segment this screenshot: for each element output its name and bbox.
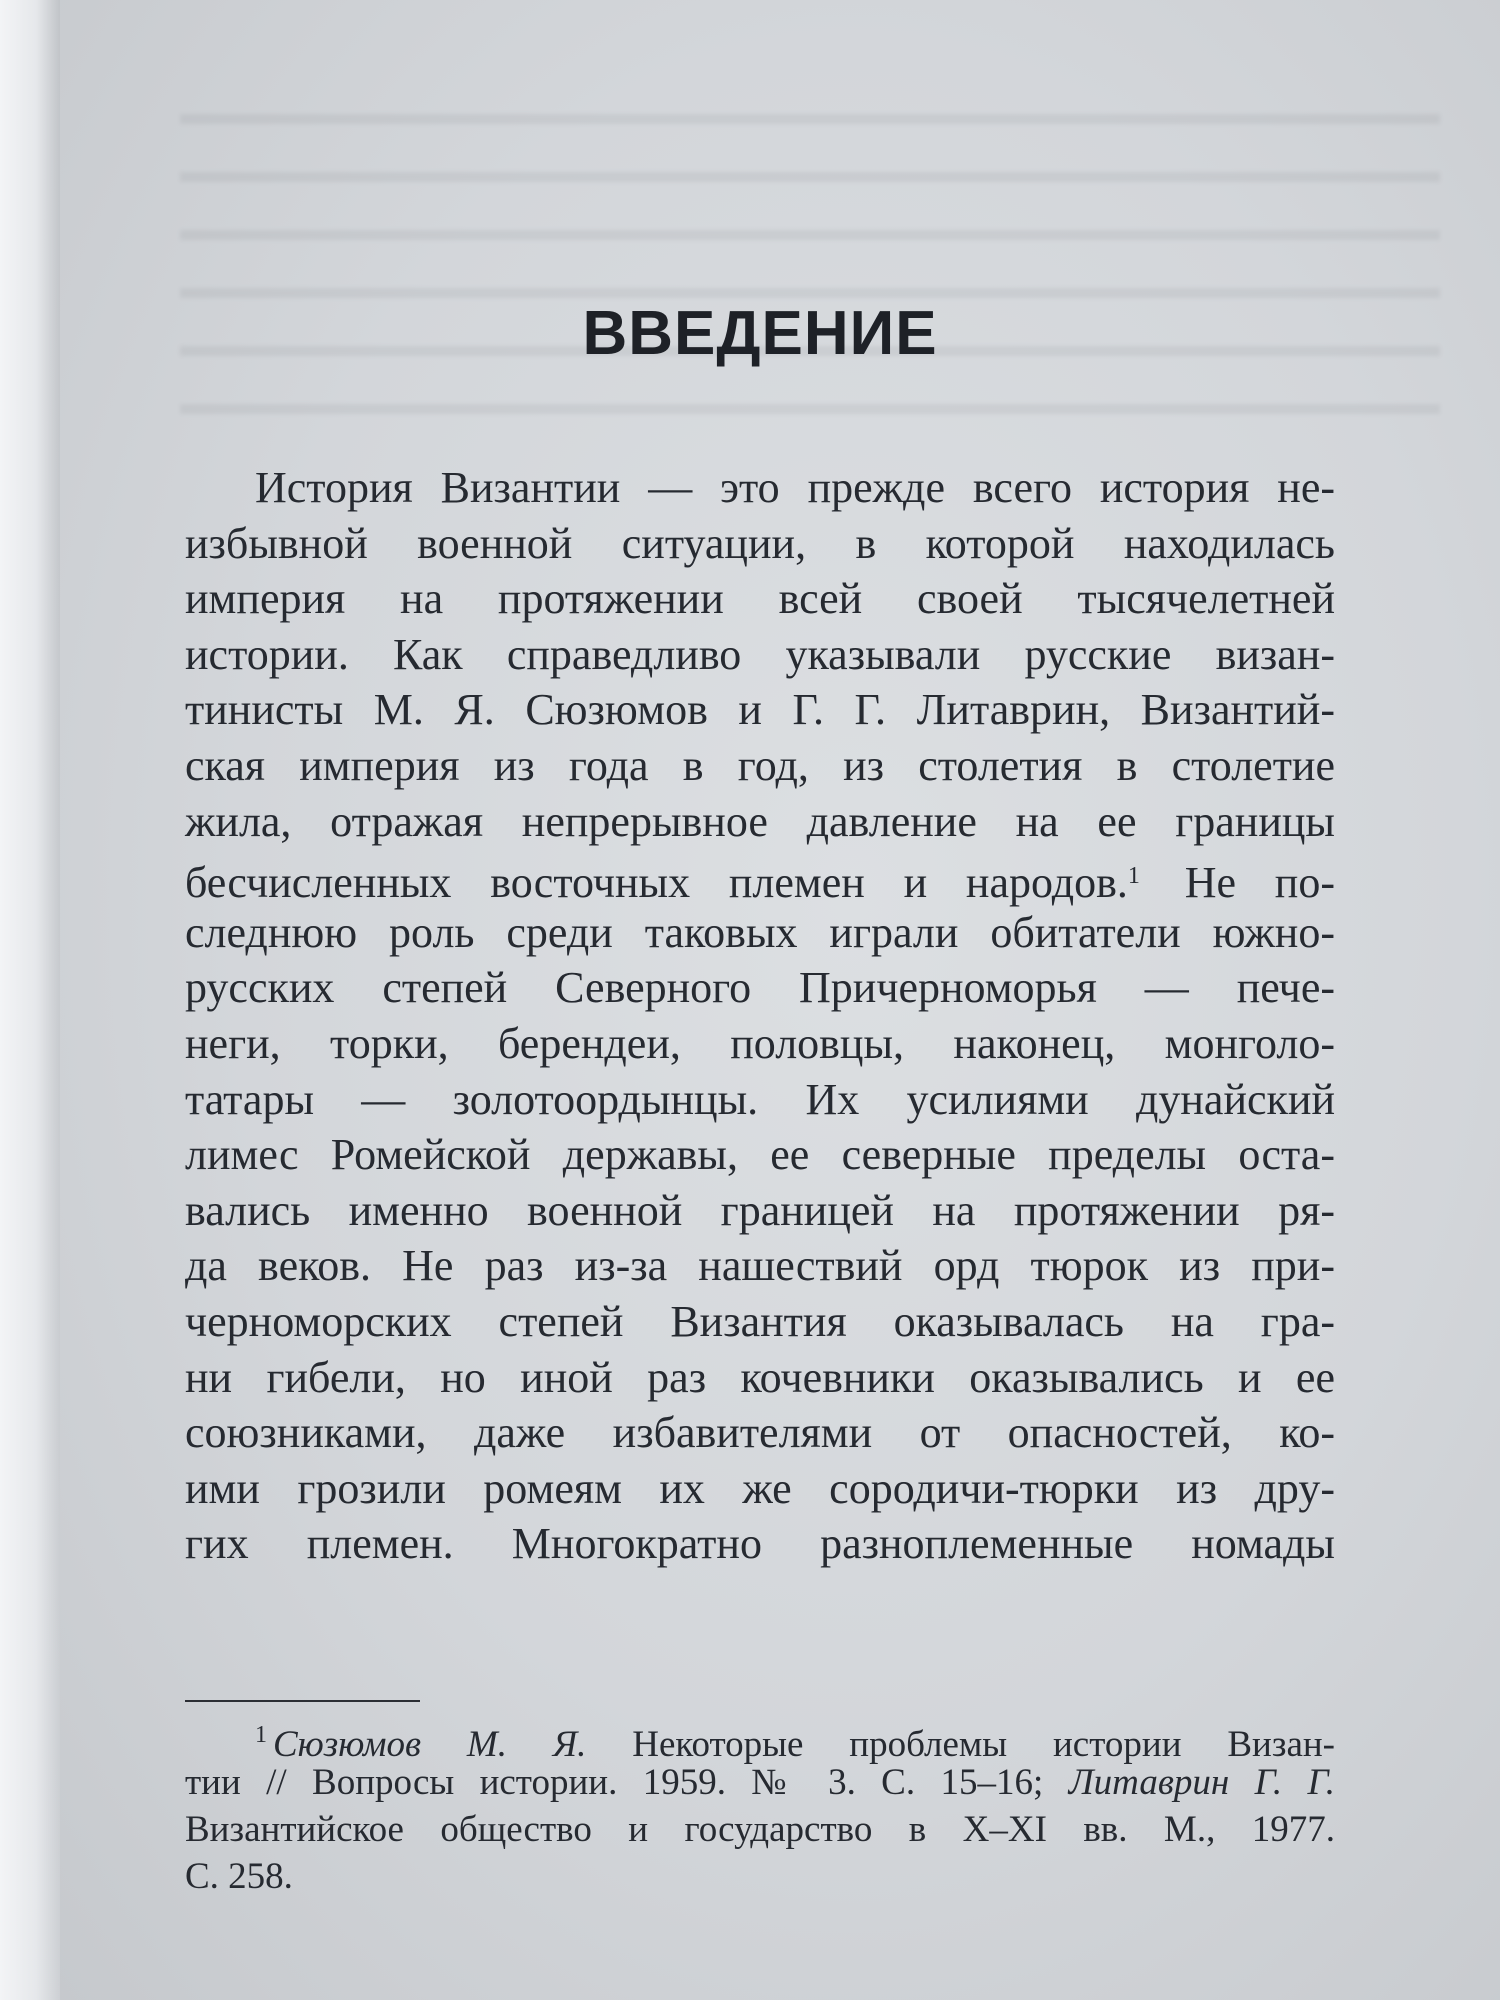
chapter-title: ВВЕДЕНИЕ: [582, 299, 938, 368]
footnote-line: [185, 1712, 1335, 1765]
body-line: татары — золотоордынцы. Их усилиями дунайский: [185, 1074, 1335, 1124]
footnote-mark: 1: [255, 1722, 267, 1748]
body-line: да веков. Не раз из-за нашествий орд тюрок из при-: [185, 1241, 1335, 1291]
body-line: союзниками, даже избавителями от опасностей, ко-: [185, 1408, 1335, 1458]
body-line: империя на протяжении всей своей тысячелетней: [185, 574, 1335, 624]
body-line: неги, торки, берендеи, половцы, наконец, монголо-: [185, 1018, 1335, 1068]
footnote-text: Некоторые проблемы истории Визан-: [586, 1724, 1335, 1765]
page-gutter: [0, 0, 60, 2000]
footnote-reference[interactable]: 1: [1127, 863, 1140, 890]
body-line: вались именно военной границей на протяжении ря-: [185, 1185, 1335, 1235]
body-line-text: бесчисленных восточных племен и народов.: [185, 858, 1128, 908]
body-line: тинисты М. Я. Сюзюмов и Г. Г. Литаврин, Византий-: [185, 685, 1335, 735]
footnote-line: С. 258.: [185, 1856, 293, 1897]
body-line: следнюю роль среди таковых играли обитатели южно-: [185, 907, 1335, 957]
body-line: ни гибели, но иной раз кочевники оказывались и ее: [185, 1352, 1335, 1402]
text-block: [185, 0, 1335, 2000]
footnote-author: Литаврин Г. Г.: [1068, 1762, 1335, 1803]
body-line: ими грозили ромеям их же сородичи-тюрки из дру-: [185, 1463, 1335, 1513]
body-line: избывной военной ситуации, в которой находилась: [185, 518, 1335, 568]
footnote-divider: [185, 1700, 420, 1702]
footnote-author: Сюзюмов М. Я.: [273, 1724, 587, 1765]
body-line: черноморских степей Византия оказывалась на гра-: [185, 1296, 1335, 1346]
footnote: [185, 1712, 1335, 1900]
body-line: лимес Ромейской державы, ее северные пределы оста-: [185, 1130, 1335, 1180]
footnote-text: тии // Вопросы истории. 1959. № 3. С. 15–16;: [185, 1762, 1069, 1803]
body-text: [185, 460, 1335, 1572]
body-line-with-footnote-ref: [185, 849, 1335, 908]
footnote-line: [185, 1759, 1335, 1806]
body-line-tail: Не по-: [1145, 858, 1335, 908]
body-line: гих племен. Многократно разноплеменные номады: [185, 1519, 1335, 1569]
body-line: русских степей Северного Причерноморья — пече-: [185, 963, 1335, 1013]
footnote-line: Византийское общество и государство в X–XI вв. М., 1977.: [185, 1809, 1335, 1850]
body-line: История Византии — это прежде всего история не-: [255, 463, 1335, 512]
body-line: истории. Как справедливо указывали русские визан-: [185, 629, 1335, 679]
body-line: ская империя из года в год, из столетия в столетие: [185, 740, 1335, 790]
body-line: жила, отражая непрерывное давление на ее границы: [185, 796, 1335, 846]
